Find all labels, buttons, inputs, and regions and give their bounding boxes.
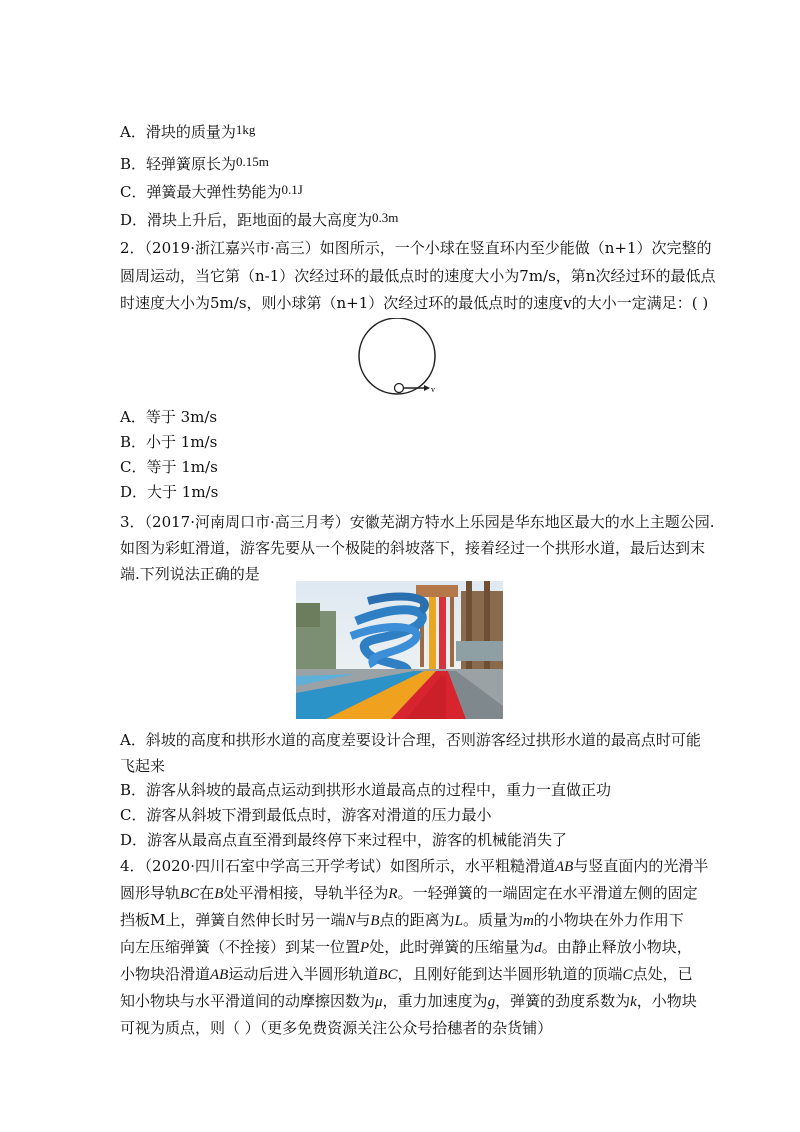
q2-option-d: D．大于 1m/s — [120, 483, 219, 501]
q1-option-d-value: 0.3m — [372, 210, 399, 225]
q2-loop-figure — [352, 318, 442, 398]
symbol-B: B — [214, 886, 224, 902]
q1-option-c-text: C．弹簧最大弹性势能为 — [120, 183, 282, 201]
q1-option-b-value: 0.15m — [236, 154, 269, 169]
q1-option-b — [120, 154, 700, 175]
q2-option-b: B．小于 1m/s — [120, 433, 218, 451]
q1-option-c-value: 0.1J — [281, 182, 303, 197]
symbol-P: P — [360, 940, 370, 956]
symbol-C: C — [622, 967, 633, 983]
q3-stem-line-1: 3．（2017·河南周口市·高三月考）安徽芜湖方特水上乐园是华东地区最大的水上主题公园. — [120, 513, 715, 531]
symbol-R: R — [388, 886, 398, 902]
q4-stem-line-2: 圆形导轨BC在B处平滑相接，导轨半径为R。一轻弹簧的一端固定在水平滑道左侧的固定 — [120, 884, 698, 902]
velocity-label: v — [431, 385, 435, 394]
q4-stem-line-6: 知小物块与水平滑道间的动摩擦因数为μ，重力加速度为g，弹簧的劲度系数为k，小物块 — [120, 992, 697, 1010]
symbol-g: g — [487, 994, 496, 1010]
q2-stem-line-1: 2．（2019·浙江嘉兴市·高三）如图所示，一个小球在竖直环内至少能做（n+1）次完整的 — [120, 239, 712, 257]
q1-option-d-text: D．滑块上升后，距地面的最大高度为 — [120, 211, 373, 229]
q3-option-a-cont: 飞起来 — [120, 757, 166, 775]
q4-stem-line-1: 4．（2020·四川石室中学高三开学考试）如图所示，水平粗糙滑道AB与竖直面内的光滑半 — [120, 857, 709, 875]
q1-option-d — [120, 210, 700, 231]
q3-option-b: B．游客从斜坡的最高点运动到拱形水道最高点的过程中，重力一直做正功 — [120, 781, 612, 799]
q2-option-a: A．等于 3m/s — [120, 408, 218, 426]
symbol-L: L — [454, 913, 463, 929]
q3-stem-line-2: 如图为彩虹滑道，游客先要从一个极陡的斜坡落下，接着经过一个拱形水道，最后达到末 — [120, 539, 706, 557]
q3-stem-line-3: 端.下列说法正确的是 — [120, 565, 260, 583]
q1-option-b-text: B．轻弹簧原长为 — [120, 155, 237, 173]
velocity-arrowhead — [424, 385, 430, 391]
symbol-BC: BC — [378, 967, 398, 983]
q1-option-c — [120, 182, 700, 203]
q3-option-a: A．斜坡的高度和拱形水道的高度差要设计合理，否则游客经过拱形水道的最高点时可能 — [120, 731, 701, 749]
ball — [395, 384, 404, 393]
q1-option-a-text: A．滑块的质量为 — [120, 123, 236, 141]
q3-option-c: C．游客从斜坡下滑到最低点时，游客对滑道的压力最小 — [120, 806, 492, 824]
q2-option-c: C．等于 1m/s — [120, 458, 218, 476]
q4-stem-line-5: 小物块沿滑道AB运动后进入半圆形轨道BC，且刚好能到达半圆形轨道的顶端C点处，已 — [120, 965, 693, 983]
q4-stem-line-3: 挡板M上，弹簧自然伸长时另一端N与B点的距离为L。质量为m的小物块在外力作用下 — [120, 911, 684, 929]
symbol-AB: AB — [210, 967, 229, 983]
symbol-AB: AB — [555, 859, 574, 875]
symbol-mu: μ — [375, 994, 383, 1010]
symbol-N: N — [345, 913, 356, 929]
q2-stem-line-3: 时速度大小为5m/s，则小球第（n+1）次经过环的最低点时的速度v的大小一定满足：( ) — [120, 294, 709, 312]
q3-option-d: D．游客从最高点直至滑到最终停下来过程中，游客的机械能消失了 — [120, 831, 568, 849]
q1-option-a-value: 1kg — [235, 122, 256, 137]
symbol-B: B — [370, 913, 380, 929]
symbol-BC: BC — [180, 886, 200, 902]
q4-stem-line-4: 向左压缩弹簧（不拴接）到某一位置P处，此时弹簧的压缩量为d。由静止释放小物块， — [120, 938, 692, 956]
loop-circle — [359, 318, 435, 394]
q3-water-slide-photo — [296, 581, 503, 719]
q1-option-a — [120, 122, 700, 143]
q2-stem-line-2: 圆周运动，当它第（n-1）次经过环的最低点时的速度大小为7m/s，第n次经过环的最低点 — [120, 267, 716, 285]
symbol-d: d — [534, 940, 542, 956]
symbol-k: k — [630, 994, 637, 1010]
symbol-m: m — [522, 913, 534, 929]
q4-stem-line-7: 可视为质点，则（ ）（更多免费资源关注公众号拾穗者的杂货铺） — [120, 1019, 553, 1037]
